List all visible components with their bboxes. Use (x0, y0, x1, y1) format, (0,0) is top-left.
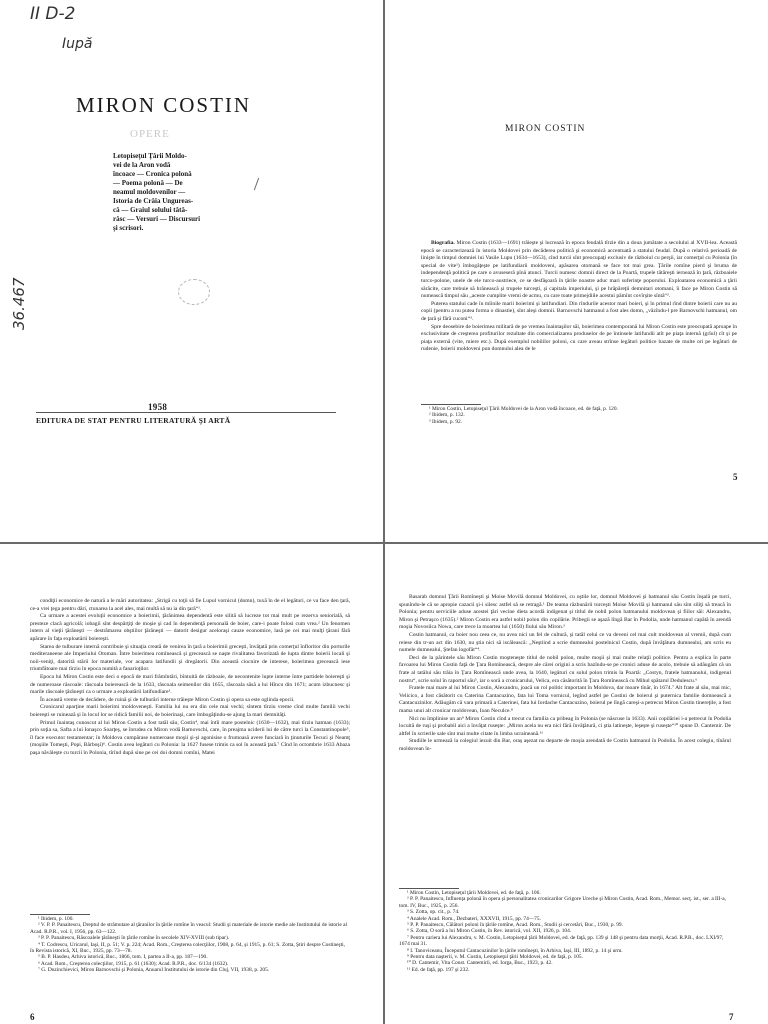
footnotes (30, 916, 350, 974)
page-divider-horizontal (0, 542, 768, 544)
library-stamp (178, 279, 210, 305)
paragraph: Cronicarul aparţine marii boierimi moldoveneşti. Familia lui nu era din cele mai vechi; sîntem tîrziu vreme cînd multe familii vechi boiereşti se ruinează şi în locul lor se ridică familii noi, de boierinaşi, care îmbogăţindu-se ajung la mari demnităţi. (30, 704, 350, 718)
footnote: ² V. P. P. Panaitescu, Dreptul de strămutare al ţăranilor în ţările romîne în veacul: Studii şi materiale de istorie medie ale Institutului de istorie al Acad. R.P.R., vol. I, 1956, pp. 63—122. (30, 922, 348, 935)
paragraph: Costin hatmanul, ca boier nou ceea ce, nu avea nici un fel de cultură, şi tatăl celui ce va deveni cel mai cult moldovean al vremii, după cum reiese din tr-un act din 1630, nu ştia nici să iscălească: „Neştiind a scrie dumnealui postelnicul Costin, după învăţătura dumnealui, am scris eu numele dumnealui, Ştefan logofăt“⁴. (399, 631, 731, 654)
contents-line: că — Graiul solului tătă- (113, 206, 188, 214)
page-five-text (421, 240, 737, 354)
page-six-text (30, 598, 350, 912)
footnote: ² P. P. Panaitescu, Influenţa polonă în opera şi personalitatea cronicarilor Grigore Ureche şi Miron Costin, Acad. Rom., Memor. secţ. ist., ser. a III-a, tom. IV, Buc., 1925, p. 256. (399, 896, 726, 909)
footnote: ¹⁰ D. Cantemir, Vita Const. Cantemirii, ed. Iorga, Buc., 1923, p. 42. (407, 960, 553, 967)
contents-line: răsc — Versuri — Discursuri (113, 215, 201, 223)
contents-list (113, 152, 233, 233)
footnote: ⁸ I. Tanoviceanu, Începutul Cantacuzinilor în ţările romîneşti, în Arhiva, Iaşi, III, 1892, p. 14 şi urm. (407, 947, 623, 954)
footnote: ³ S. Zotta, op. cit., p. 74. (407, 909, 460, 916)
paragraph: Primul înaintaş cunoscut al lui Miron Costin a fost tatăl său, Costin⁴, mai întîi mare postelnic (1630—1632), mai tîrziu hatman (1633); prin soţia sa, Safta a lui Ionaşco Soarţeş, se înrudea cu Miron vodă Barnovschi, care, în preajma uciderii lui de către turci la Constantinopole⁵, îl face executor testamentar; în Moldova cumpărase numeroase moşii şi-şi agonisise o frumoasă avere funciară în ţinuturile Tecuci şi Neamţ (moşiile Tomeşti, Popi, Bărboşi)⁶. Costin avea legături cu Polonia: la 1627 fusese trimis ca sol în această ţară.⁷ Cînd în octombrie 1633 Abaza paşa năvăleşte cu turcii în Polonia, tîrînd după sine pe cei doi domni romîni, Matei (30, 719, 350, 756)
footnote: ¹ Ibidem, p. 100. (38, 916, 74, 922)
contents-line: Istoria de Crăia Ungureas- (113, 197, 194, 205)
contents-line: neamul moldovenilor — (113, 188, 186, 196)
footnotes (399, 890, 731, 973)
footnote: ⁴ Analele Acad. Rom., Dezbateri, XXXVII, 1915, pp. 74—75. (407, 915, 541, 922)
footnote: ⁹ Pentru data naşterii, v. M. Costin, Letopiseţul ţării Moldovei, ed. de faţă, p. 105. (407, 954, 583, 961)
footnote: ² Ibidem, p. 132. (429, 412, 465, 419)
publisher-rule (36, 412, 336, 413)
page-heading: MIRON COSTIN (505, 124, 586, 134)
contents-line: încoace — Cronica polonă (113, 170, 192, 178)
handwritten-note: Iupă (62, 36, 93, 52)
footnotes (421, 406, 737, 425)
page-seven (387, 546, 768, 1024)
contents-line: — Poema polonă — De (113, 179, 183, 187)
publication-year: 1958 (148, 402, 168, 412)
paragraph: Starea de tulburare internă contribuie şi situaţia creată de venirea în ţară a boierimii greceşti, învăţată prin comerţul înfloritor din porturile mediteraneene ale Imperiului Otoman. Între boierimea romînească şi grecească se naşte rivalitatea favorizată de lupta dintre boierii locali şi noii-veniţi, datorită stării lor materiale, vor acapara latifundii şi dregătorii. Din această ciocnire de interese, boierimea grecească iese triumfătoare mai tîrziu în epoca numită a fanarioţilor. (30, 643, 350, 673)
paragraph: Puterea statului cade în mîinile marii boierimi şi latifundiari. Din rîndurile acestor mari boieri, şi în primul rînd dintre boierii care nu au copii (pentru a nu putea forma o dinastie), sînt aleşi domnii. Barnovschi hatmanul a fost ales domn, „văzîndu-l pre Barnovschi hatmanul, om de ţară şi fără cuconi“³. (421, 300, 737, 322)
footnote: ⁵ P. P. Panaitescu, Călători poloni în ţările romîne, Acad. Rom., Studii şi cercetări, Buc., 1930, p. 99. (407, 922, 623, 929)
footnote: ³ Ibidem, p. 92. (429, 418, 463, 425)
page-number: 6 (30, 1012, 35, 1022)
shelf-number: 36.467 (10, 277, 28, 330)
page-number: 5 (733, 472, 738, 482)
footnote: ⁷ G. Duzinchievici, Miron Barnovschi şi Polonia, Anuarul Institutului de istorie din Cluj, VII, 1938, p. 205. (38, 967, 270, 974)
library-mark: II D-2 (30, 4, 76, 24)
faint-subtitle: OPERE (130, 128, 170, 140)
footnote: ⁷ Pentru cariera lui Alexandru, v. M. Costin, Letopiseţul ţării Moldovei, ed. de faţă, pp. 139 şi 148 şi pentru data morţii, Acad. R.P.R., doc. LXI/97, 1674 mai 31. (399, 934, 724, 948)
footnote: ⁶ S. Zotta, O soră a lui Miron Costin, în Rev. istorică, vol. XII, 1926, p. 104. (407, 928, 572, 935)
page-seven-text (399, 594, 731, 886)
footnote: ¹ Miron Costin, Letopiseţul Ţării Moldovei de la Aron vodă încoace, ed. de faţă, p. 120. (429, 406, 618, 412)
title-page (0, 0, 381, 541)
contents-line: Letopiseţul Ţării Moldo- (113, 152, 187, 160)
footnote-rule (30, 914, 90, 915)
paragraph: Deci de la părintele său Miron Costin moşteneşte titlul de nobil polon, multe moşii şi mai multe relaţii politice. Pentru a explica în parte favoarea lui Miron Costin faţă de Ţara Romînească, despre ale cărei origini a scris bazîndu-se pe cronici aduse de acolo, trebuie să adăugăm că un frate al tatălui său trăia în Ţara Romînească unde avea, la 1640, legături cu solul polon trimis la Poartă: „Costyn, fratele hatmanului, indigenul nostru“, scrie solul în raportul său⁵, iar o soră a cronicarului, Velica, era căsătorită în Ţara Romînească cu Mihul spătarul Dedulescu.⁶ (399, 654, 731, 684)
footnote: ³ P. P. Panaitescu, Răscoalele ţărăneşti în ţările romîne în secolele XIV-XVIII (sub tipar). (38, 935, 230, 942)
publisher-name: EDITURA DE STAT PENTRU LITERATURĂ ŞI ARTĂ (36, 416, 231, 425)
page-divider-vertical (383, 0, 385, 1024)
page-number: 7 (729, 1012, 734, 1022)
footnote: ¹¹ Ed. de faţă, pp. 197 şi 232. (407, 966, 470, 973)
pencil-mark (254, 178, 265, 190)
section-lead: Biografia. (431, 240, 455, 246)
footnote: ⁴ T. Codrescu, Uricarul, Iaşi, II, p. 51; V. p. 224; Acad. Rom., Creşterea colecţiilor, 1908, p. 64, şi 1915, p. 61; S. Zotta, Ştiri despre Costineşti, în Revista istorică, XI, Buc., 1925, pp. 73—78. (30, 941, 345, 955)
footnote: ⁵ B. P. Hasdeu, Arhiva istorică, Buc., 1866, tom. I, partea a II-a, pp. 187—190. (38, 954, 208, 961)
paragraph: Studiile le urmează la colegiul iezuit din Bar, oraş aşezat nu departe de moşia arendată de Costin hatmanul în Podolia. În acest colegiu, tînărul moldovean în- (399, 738, 731, 752)
footnote: ⁶ Acad. Rom., Creşterea colecţiilor, 1915, p. 61 (1630); Acad. R.P.R., doc. 6/134 (1632). (38, 960, 229, 967)
book-author: MIRON COSTIN (76, 93, 252, 117)
paragraph: Miron Costin (1633—1691) trăieşte şi lucrează în epoca feudală tîrzie din a doua jumătate a secolului al XVII-lea. Această epocă se caracterizează în istoria Moldovei prin decăderea politică şi economică accentuată a statului feudal. După o relativă perioadă de linişte în timpul domniei lui Vasile Lupu (1634—1653), cînd turcii sînt preocupaţi exclusiv de războiul cu perşii, iar comerţul cu Polonia (în special de vite¹) îmbogăţeşte pe latifundiarii moldoveni, apăsarea otomană se face tot mai grea. Ţările romîne pierd şi bruma de independenţă politică pe care o avuseseră pînă atunci. Turcii numesc domnii direct de la Poartă, trupele tătăreşti iernează în ţară, războaiele turco-polone, unele de ele turco-austriece, ce se desfăşoară în ţările noastre aduc mari suferinţe poporului. Exploatarea economică a ţării sărăcite, care trebuie să hrănească şi trupele turceşti, şi capitala imperiului, şi pe hrăpăreţii demnitari otomani, îi face pe Miron Costin să numească timpul său „aceste cumplite vremi de acmu, cu care toate primejdiile acestui pămînt covîrşite sîntă“². (421, 240, 737, 300)
page-six (0, 546, 381, 1024)
footnote-rule (421, 404, 481, 405)
paragraph: În această vreme de decădere, de ruină şi de tulburări interne trăieşte Miron Costin şi opera sa este oglinda epocii. (40, 696, 295, 703)
footnote-rule (399, 888, 459, 889)
paragraph: Fratele mai mare al lui Miron Costin, Alexandru, joacă un rol politic important în Moldova, dar moare tînăr, în 1674.⁷ Alt frate al său, mai mic, Velicico, a fost căsătorit cu Caterina Cantacuzino, fata lui Toma vornicul, legînd astfel pe Costini de boierul şi puternica familie domnească a Cantacuzinilor. Adăugăm că vara primară a Caterinei, fata lui Iordache Cantacuzino, boierul pe lîngă careşi-a petrecut Miron Costin tinereţile, a fost mama unui alt cronicar moldovean, Ioan Neculce.⁸ (399, 685, 731, 714)
paragraph: Spre deosebire de boierimea militară de pe vremea înaintaşilor săi, boierimea contemporană lui Miron Costin este preocupată aproape în exclusivitate de creşterea profiturilor rezultate din comercializarea produselor de pe întinsele latifundii atît pe piaţa internă (grîul) cît şi pe piaţa externă (vite, miere etc.). După exemplul nobililor poloni, cu care aveau strînse legături politice bazate de multe ori pe legături de rudenie, boierii moldoveni pun domnului alea de le (421, 323, 737, 353)
paragraph: condiţii economice de natură a le mări autoritatea: „Strigă cu toţii să fie Lupul vornicul (domn), tuxă în de el legături, ce va face den ţară, ce-a vrei ţega pentru dări, ctunarea la acel ales, mai multă să nu ia din ţară“¹. (30, 598, 350, 612)
contents-line: şi scrisori. (113, 224, 144, 232)
paragraph: Basarab domnul Ţării Romîneşti şi Moise Movilă domnul Moldovei, cu oştile lor, domnul Moldovei şi hatmanul său Costin înşală pe turci, spunîndu-le că se apropie cazacii şi-i silesc astfel să se retragă.¹ De teama răzbunării turceşti Moise Movilă şi hatmanul său sînt siliţi să treacă în Polonia; pentru serviciile aduse acestei ţări vecine dieta acordă indigenat şi titlul de nobil polon hatmanului moldovean şi fiilor săi: Alexandru, Miron şi Petraşco (1635).² Miron Costin era astfel nobil polon din copilărie. Pribegii se aşază lîngă Bar în Podolia, unde hatmanul capătă în arendă moşia Novosilca Nowa, care trece la moartea lui (1650) fiului său Miron.³ (399, 594, 731, 631)
footnote: ¹ Miron Costin, Letopiseţul ţării Moldovei, ed. de faţă, p. 106. (407, 890, 541, 896)
paragraph: Epoca lui Miron Costin este deci o epocă de mari frămîntări, bîntuită de războaie, de necontenite lupte interne între partidele boiereşti şi de numeroase răscoale: răscoala boierească de la 1633, răscoala seimenilor din 1655, răscoala săsă a lui Hîncu din 1671; acum izbucnesc şi marile răscoale ţărăneşti ca o urmare a exploatării latifundiare³. (30, 673, 350, 696)
page-five (387, 0, 768, 541)
paragraph: Nici nu împlinise un an⁹ Miron Costin cînd a trecut cu familia ca pribeag în Polonia (se născuse la 1633). Anii copilăriei i-a petrecut în Podolia locuită de ruşi şi probabil aici a învăţat ruseşte: „Miron acela nu era nici fără învăţătură, ci ştia latineşte, leşeşte şi ruseşte“¹⁰ spune D. Cantemir. De altfel în scrierile sale sînt mai multe citate în limba ucraineană.¹¹ (399, 715, 731, 737)
paragraph: Ca urmare a acestei evoluţii economice a boierimii, ţărănimea dependentă este silită să lucreze tot mai mult pe rezerva seniorială, să presteze clacă agricolă; iobagii sînt despărţiţi de moşie şi cad în dependenţă personală de boier, care-i poate folosi cum vrea.² Un fenomen intern al vieţii ţărăneşti — destrămarea obştiilor ţărăneşti — datorit desigur aceloraşi cauze economice, lasă pe cei mai mulţi ţărani fără apărare în faţa exploatării boiereşti. (30, 613, 350, 642)
contents-line: vei de la Aron vodă (113, 161, 171, 169)
